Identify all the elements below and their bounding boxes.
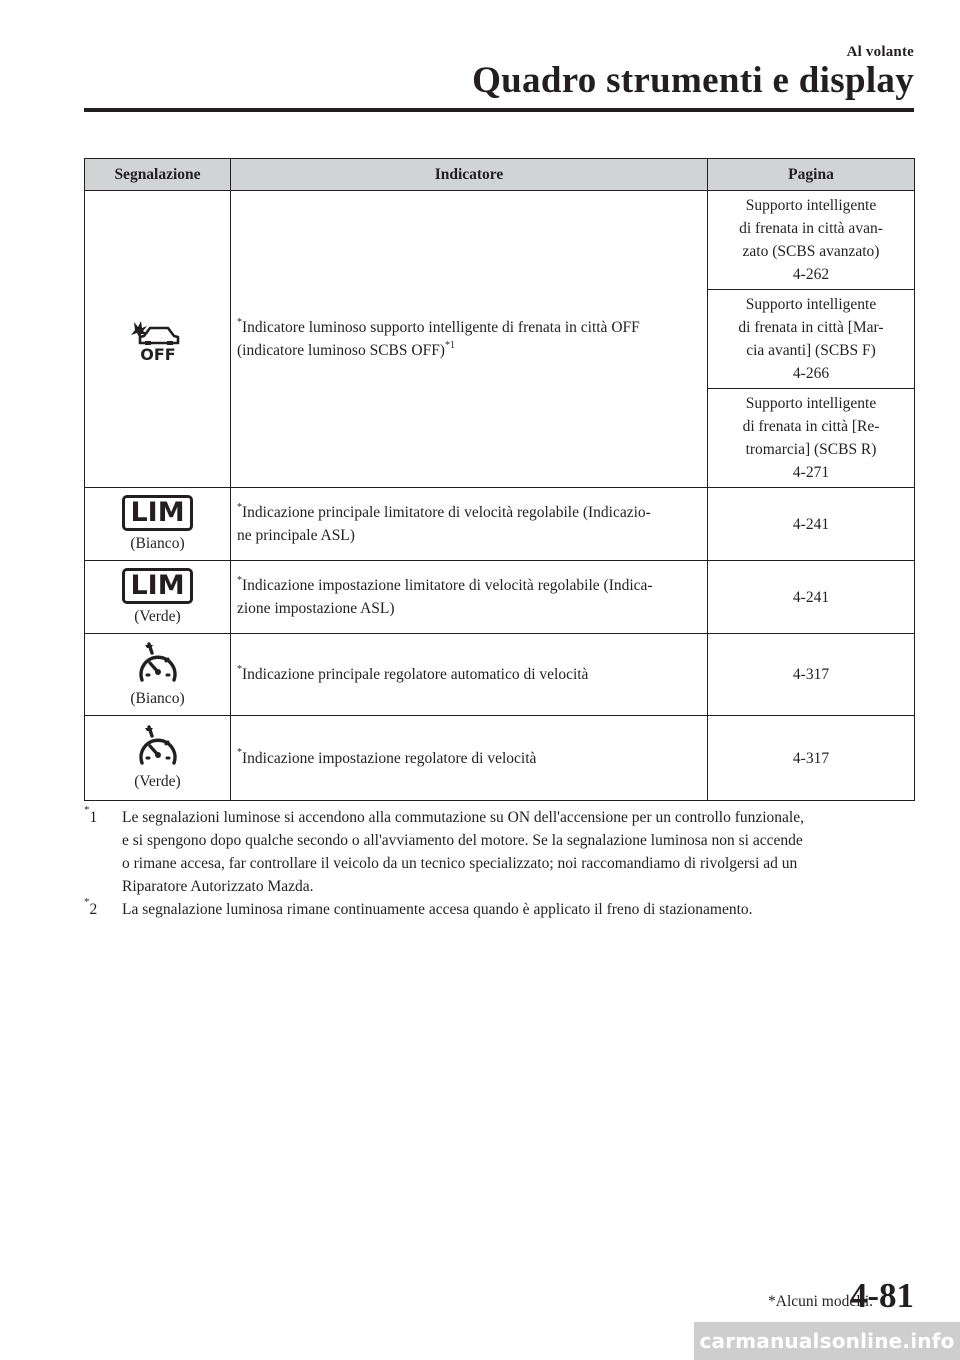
page-cell — [708, 191, 915, 290]
cruise-control-icon — [137, 725, 179, 769]
page-number: 4-81 — [849, 1276, 914, 1315]
footnote — [84, 803, 914, 898]
footnote-star: * — [84, 895, 90, 908]
footnotes — [84, 803, 914, 921]
watermark: carmanualsonline.info — [694, 1322, 960, 1360]
page-text: di frenata in città [Re- — [742, 418, 880, 435]
indicator-text: Indicazione impostazione regolatore di velocità — [242, 749, 537, 767]
footnote-text: Le segnalazioni luminose si accendono alla commutazione su ON dell'accensione per un controllo funzionale, — [122, 809, 804, 826]
table-row — [85, 561, 915, 634]
page-text: Supporto intelligente — [745, 296, 877, 313]
footnote-ref: *1 — [444, 339, 455, 351]
header-pagina: Pagina — [708, 159, 915, 191]
model-mark: * — [237, 663, 242, 675]
indicator-text: ne principale ASL) — [237, 527, 355, 544]
footnote-text: o rimane accesa, far controllare il veicolo da un tecnico specializzato; noi raccomandiamo di rivolgersi ad un — [122, 855, 798, 872]
table-header-row — [85, 159, 915, 191]
indicator-text: (indicatore luminoso SCBS OFF) — [237, 342, 445, 359]
scbs-off-icon — [128, 316, 188, 362]
icon-caption: (Bianco) — [130, 535, 185, 552]
page-text: Supporto intelligente — [745, 395, 877, 412]
cruise-control-icon — [137, 642, 179, 686]
footer-note: *Alcuni modelli. — [768, 1293, 874, 1310]
model-mark: * — [237, 316, 242, 328]
icon-caption: (Verde) — [134, 608, 181, 625]
footnote-marker — [84, 803, 98, 829]
table-row — [85, 634, 915, 716]
footnote-marker — [84, 895, 98, 921]
page-text: tromarcia] (SCBS R) — [745, 441, 877, 458]
model-mark: * — [237, 574, 242, 586]
table-row — [85, 716, 915, 801]
indicator-cell — [231, 716, 708, 801]
signal-cell — [85, 488, 231, 561]
icon-caption: (Verde) — [134, 773, 181, 790]
lim-icon: LIM — [122, 568, 192, 604]
icon-caption: (Bianco) — [130, 689, 185, 707]
warning-lights-table — [84, 158, 915, 801]
header-indicatore: Indicatore — [231, 159, 708, 191]
header-segnalazione: Segnalazione — [85, 159, 231, 191]
indicator-text: Indicatore luminoso supporto intelligente di frenata in città OFF — [242, 319, 640, 336]
page-cell: 4-317 — [708, 634, 915, 716]
footnote-number: 1 — [89, 809, 98, 826]
signal-cell — [85, 191, 231, 488]
indicator-cell — [231, 634, 708, 716]
page-text: di frenata in città [Mar- — [738, 319, 884, 336]
model-mark: * — [237, 501, 242, 513]
page-text: cia avanti] (SCBS F) — [746, 342, 876, 359]
footnote — [84, 895, 914, 921]
indicator-cell — [231, 561, 708, 634]
signal-cell — [85, 561, 231, 634]
page-cell: 4-241 — [708, 488, 915, 561]
indicator-text: Indicazione principale limitatore di velocità regolabile (Indicazio- — [242, 504, 651, 521]
footnote-star: * — [84, 803, 90, 816]
page-cell: 4-241 — [708, 561, 915, 634]
page-title: Quadro strumenti e display — [472, 60, 914, 101]
table-row — [85, 191, 915, 290]
lim-icon: LIM — [122, 495, 192, 531]
page-ref: 4-262 — [792, 266, 830, 283]
page-text: Supporto intelligente — [745, 197, 877, 214]
model-mark: * — [237, 747, 242, 759]
signal-cell — [85, 716, 231, 801]
footnote-text: La segnalazione luminosa rimane continuamente accesa quando è applicato il freno di stazionamento. — [122, 901, 753, 918]
table-row — [85, 488, 915, 561]
indicator-cell — [231, 488, 708, 561]
page-text: zato (SCBS avanzato) — [742, 243, 880, 260]
indicator-text: Indicazione impostazione limitatore di velocità regolabile (Indica- — [242, 577, 653, 594]
footnote-text: Riparatore Autorizzato Mazda. — [122, 878, 314, 895]
footnote-text: e si spengono dopo qualche secondo o all'avviamento del motore. Se la segnalazione luminosa non si accende — [122, 832, 803, 849]
svg-text:OFF: OFF — [139, 345, 176, 362]
indicator-text: Indicazione principale regolatore automatico di velocità — [242, 666, 589, 683]
page-ref: 4-266 — [792, 365, 830, 382]
page-ref: 4-271 — [792, 464, 830, 481]
page-cell — [708, 290, 915, 389]
indicator-cell — [231, 191, 708, 488]
header-rule — [84, 108, 914, 112]
footnote-number: 2 — [89, 901, 98, 918]
section-label: Al volante — [846, 44, 914, 60]
page-text: di frenata in città avan- — [739, 220, 883, 237]
page-cell: 4-317 — [708, 716, 915, 801]
page-cell — [708, 389, 915, 488]
signal-cell — [85, 634, 231, 716]
indicator-text: zione impostazione ASL) — [237, 600, 395, 617]
